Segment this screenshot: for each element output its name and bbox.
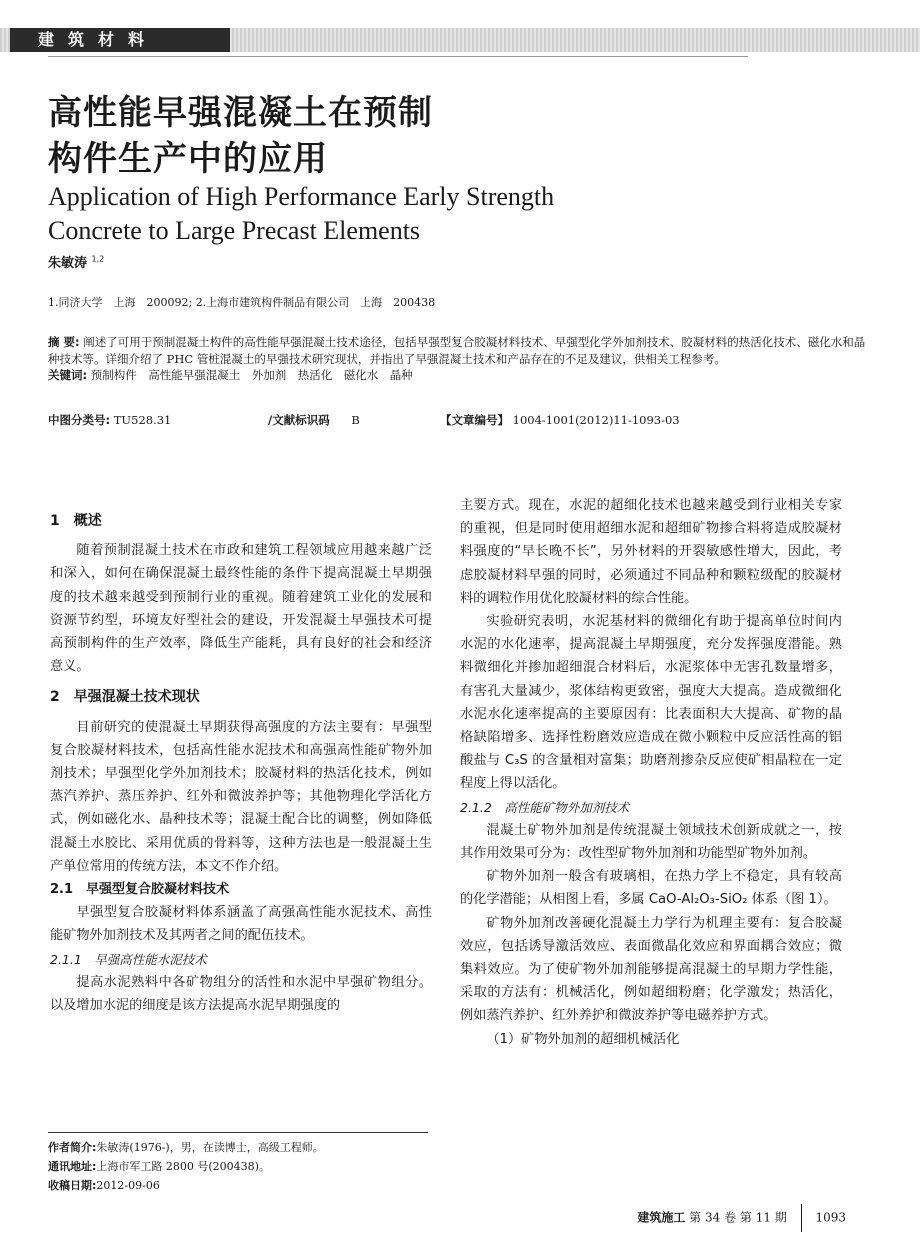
clc-label: 中图分类号: <box>48 413 111 427</box>
title-english <box>48 180 554 248</box>
page-number: 1093 <box>815 1210 846 1225</box>
paragraph: 提高水泥熟料中各矿物组分的活性和水泥中早强矿物组分。以及增加水泥的细度是该方法提高水泥早期强度的 <box>50 974 432 1014</box>
left-column <box>50 510 432 1017</box>
author <box>48 252 104 271</box>
footnote-author-label: 作者简介: <box>48 1141 97 1154</box>
abstract-block <box>48 334 870 384</box>
article-value: 1004-1001(2012)11-1093-03 <box>512 413 680 427</box>
footnote-author-text: 朱敏涛(1976-)，男，在读博士，高级工程师。 <box>96 1141 324 1154</box>
section-2-1-heading: 2.1 早强型复合胶凝材料技术 <box>50 882 230 898</box>
doc-code <box>268 412 360 428</box>
footnote-received <box>48 1176 324 1195</box>
keywords-label: 关键词: <box>48 368 88 382</box>
title-cn-line-2: 构件生产中的应用 <box>48 139 328 179</box>
right-column <box>460 494 842 1051</box>
paragraph: 目前研究的使混凝土早期获得高强度的方法主要有：早强型复合胶凝材料技术，包括高性能水泥技术和高强高性能矿物外加剂技术；早强型化学外加剂技术；胶凝材料的热活化技术，例如蒸汽养护、蒸压养护、红外和微波养护等；其他物理化学活化方式，例如磁化水、晶种技术等；混凝土配合比的调整，例如降低混凝土水胶比、采用优质的骨料等，这种方法也是一般混凝土生产单位常用的传统方法，本文不作介绍。 <box>50 719 432 874</box>
footnote-rule <box>48 1132 428 1133</box>
footnote-author <box>48 1138 324 1157</box>
paragraph: 随着预制混凝土技术在市政和建筑工程领域应用越来越广泛和深入，如何在确保混凝土最终性能的条件下提高混凝土早期强度的技术越来越受到预制行业的重视。随着建筑工业化的发展和资源节约型，环境友好型社会的建设，开发混凝土早强技术可提高预制构件的生产效率，降低生产能耗，具有良好的社会和经济意义。 <box>50 543 432 675</box>
title-cn-line-1: 高性能早强混凝土在预制 <box>48 93 433 133</box>
paragraph: 混凝土矿物外加剂是传统混凝土领域技术创新成就之一，按其作用效果可分为：改性型矿物外加剂和功能型矿物外加剂。 <box>460 822 842 862</box>
section-2-1-1-heading: 2.1.1 早强高性能水泥技术 <box>50 951 207 967</box>
paragraph: 矿物外加剂改善硬化混凝土力学行为机理主要有：复合胶凝效应，包括诱导激活效应、表面微晶化效应和界面耦合效应；微集料效应。为了使矿物外加剂能够提高混凝土的早期力学性能，采取的方法有：机械活化，例如超细粉磨；化学激发；热活化，例如蒸汽养护、红外养护和微波养护等电磁养护方式。 <box>460 915 842 1024</box>
clc-number <box>48 412 171 428</box>
footnote-received-text: 2012-09-06 <box>96 1179 160 1192</box>
paragraph: 主要方式。现在，水泥的超细化技术也越来越受到行业相关专家的重视，但是同时使用超细水泥和超细矿物掺合料将造成胶凝材料强度的“早长晚不长”，另外材料的开裂敏感性增大，因此，考虑胶凝材料早强的同时，必须通过不同品种和颗粒级配的胶凝材料的调粒作用优化胶凝材料的综合性能。 <box>460 498 842 606</box>
paragraph: （1）矿物外加剂的超细机械活化 <box>486 1031 680 1047</box>
title-chinese <box>48 90 433 182</box>
footnote-address-text: 上海市军工路 2800 号(200438)。 <box>96 1160 270 1173</box>
affiliation: 1.同济大学 上海 200092; 2.上海市建筑构件制品有限公司 上海 200438 <box>48 296 436 309</box>
header-rule <box>48 56 748 57</box>
author-name: 朱敏涛 <box>48 256 88 271</box>
article-number <box>440 412 680 428</box>
abstract <box>48 334 870 367</box>
article-label: 【文章编号】 <box>440 413 509 427</box>
section-1-heading: 1 概述 <box>50 513 102 529</box>
title-en-line-1: Application of High Performance Early Strength <box>48 182 555 211</box>
footnote-address-label: 通讯地址: <box>48 1160 97 1173</box>
footnote-address <box>48 1157 324 1176</box>
footnote-received-label: 收稿日期: <box>48 1179 97 1192</box>
abstract-label: 摘 要: <box>48 335 80 349</box>
clc-value: TU528.31 <box>113 413 172 427</box>
paragraph: 矿物外加剂一般含有玻璃相，在热力学上不稳定，具有较高的化学潜能；从相图上看，多属 CaO-Al₂O₃-SiO₂ 体系（图 1）。 <box>460 869 842 908</box>
author-affil-sup: 1,2 <box>91 254 105 264</box>
title-en-line-2: Concrete to Large Precast Elements <box>48 216 421 245</box>
keywords-text: 预制构件 高性能早强混凝土 外加剂 热活化 磁化水 晶种 <box>90 368 413 382</box>
abstract-text: 阐述了可用于预制混凝土构件的高性能早强混凝土技术途径，包括早强型复合胶凝材料技术、早强型化学外加剂技术、胶凝材料的热活化技术、磁化水和晶种技术等。详细介绍了 PHC 管桩混凝土的早强技术研究现状，并指出了早强混凝土技术和产品存在的不足及建议，供相关工程参考。 <box>48 335 866 366</box>
paragraph: 实验研究表明，水泥基材料的微细化有助于提高单位时间内水泥的水化速率，提高混凝土早期强度，充分发挥强度潜能。熟料微细化并掺加超细混合材料后，水泥浆体中无害孔数量增多，有害孔大量减少，浆体结构更致密，强度大大提高。造成微细化水泥水化速率提高的主要原因有：比表面积大大提高、矿物的晶格缺陷增多、选择性粉磨效应造成在微小颗粒中反应活性高的铝酸盐与 C₃S 的含量相对富集；助磨剂掺杂反应使矿相晶粒在一定程度上得以活化。 <box>460 614 842 792</box>
journal-issue: 第 34 卷 第 11 期 <box>689 1210 787 1225</box>
doc-label: /文献标识码 <box>268 413 330 427</box>
section-label: 建筑材料 <box>10 28 230 52</box>
doc-value: B <box>351 413 360 427</box>
keywords <box>48 367 870 384</box>
section-2-1-2-heading: 2.1.2 高性能矿物外加剂技术 <box>460 799 630 815</box>
section-2-heading: 2 早强混凝土技术现状 <box>50 689 200 706</box>
paragraph: 早强型复合胶凝材料体系涵盖了高强高性能水泥技术、高性能矿物外加剂技术及其两者之间的配伍技术。 <box>50 905 432 944</box>
journal-name: 建筑施工 <box>637 1210 686 1225</box>
folio-separator <box>801 1204 802 1232</box>
page-folio <box>637 1204 846 1232</box>
footnotes <box>48 1138 324 1195</box>
